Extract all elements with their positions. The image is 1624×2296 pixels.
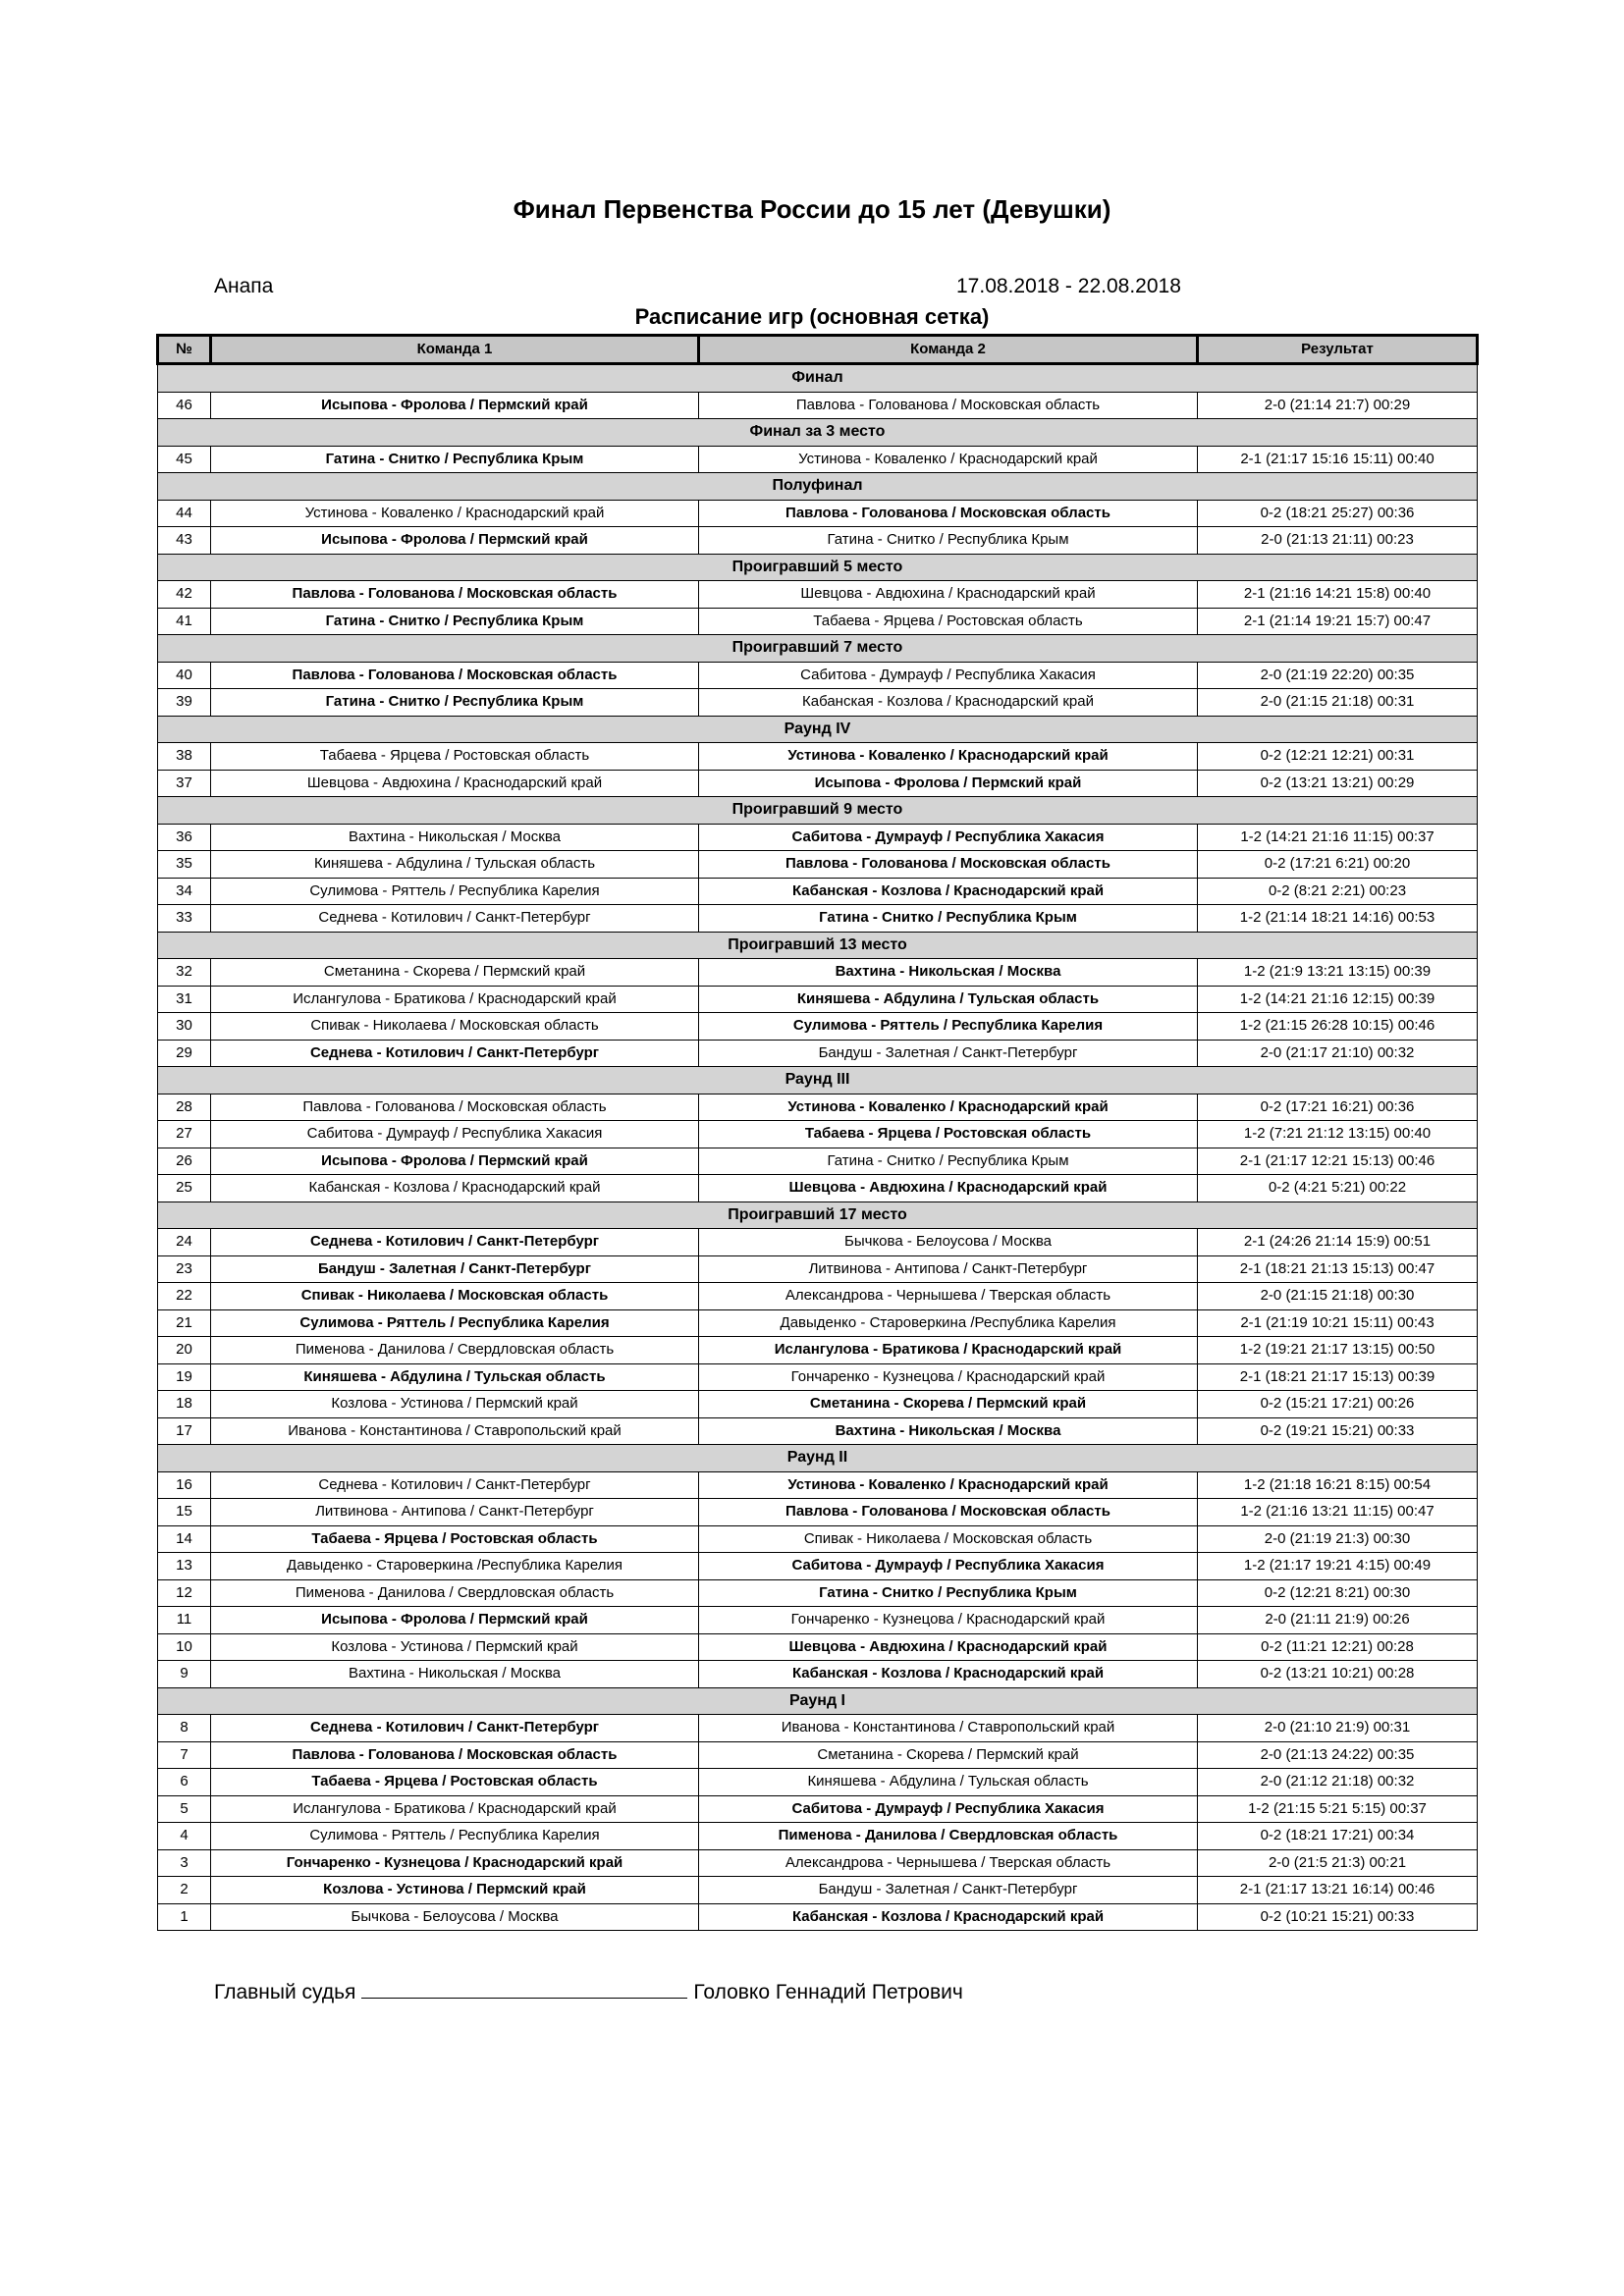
result-cell: 2-0 (21:15 21:18) 00:31 [1198,689,1478,717]
game-number: 25 [158,1175,211,1202]
team2-cell: Устинова - Коваленко / Краснодарский край [699,1471,1198,1499]
team2-cell: Сабитова - Думрауф / Республика Хакасия [699,1553,1198,1580]
team1-cell: Павлова - Голованова / Московская область [211,1741,699,1769]
game-row [158,1283,1478,1310]
team1-cell: Исыпова - Фролова / Пермский край [211,392,699,419]
game-number: 29 [158,1040,211,1067]
game-number: 28 [158,1094,211,1121]
team1-cell: Литвинова - Антипова / Санкт-Петербург [211,1499,699,1526]
game-row [158,824,1478,851]
result-cell: 0-2 (19:21 15:21) 00:33 [1198,1417,1478,1445]
team2-cell: Гончаренко - Кузнецова / Краснодарский край [699,1607,1198,1634]
team2-cell: Сметанина - Скорева / Пермский край [699,1391,1198,1418]
team2-cell: Павлова - Голованова / Московская область [699,500,1198,527]
stage-title: Финал [158,364,1478,393]
result-cell: 2-1 (24:26 21:14 15:9) 00:51 [1198,1229,1478,1256]
stage-title: Финал за 3 место [158,419,1478,447]
game-row [158,662,1478,689]
result-cell: 0-2 (13:21 10:21) 00:28 [1198,1661,1478,1688]
game-number: 24 [158,1229,211,1256]
game-row [158,1607,1478,1634]
stage-row [158,364,1478,393]
team1-cell: Пименова - Данилова / Свердловская область [211,1337,699,1364]
game-number: 11 [158,1607,211,1634]
stage-title: Полуфинал [158,473,1478,501]
stage-row [158,1067,1478,1095]
team1-cell: Шевцова - Авдюхина / Краснодарский край [211,770,699,797]
result-cell: 2-1 (21:17 12:21 15:13) 00:46 [1198,1148,1478,1175]
team1-cell: Иванова - Константинова / Ставропольский край [211,1417,699,1445]
game-row [158,1309,1478,1337]
team1-cell: Павлова - Голованова / Московская область [211,581,699,609]
game-row [158,1499,1478,1526]
result-cell: 0-2 (8:21 2:21) 00:23 [1198,878,1478,905]
game-row [158,878,1478,905]
game-number: 31 [158,986,211,1013]
game-row [158,1741,1478,1769]
team2-cell: Пименова - Данилова / Свердловская область [699,1823,1198,1850]
game-row [158,500,1478,527]
team1-cell: Исыпова - Фролова / Пермский край [211,1148,699,1175]
city-label: Анапа [214,275,274,297]
game-row [158,527,1478,555]
game-row [158,1633,1478,1661]
game-row [158,1363,1478,1391]
team1-cell: Сулимова - Ряттель / Республика Карелия [211,1823,699,1850]
team1-cell: Ислангулова - Братикова / Краснодарский край [211,1795,699,1823]
result-cell: 0-2 (10:21 15:21) 00:33 [1198,1903,1478,1931]
chief-judge-label: Главный судья [214,1981,356,2003]
game-row [158,581,1478,609]
result-cell: 2-1 (18:21 21:13 15:13) 00:47 [1198,1255,1478,1283]
stage-row [158,473,1478,501]
team1-cell: Бандуш - Залетная / Санкт-Петербург [211,1255,699,1283]
team1-cell: Кабанская - Козлова / Краснодарский край [211,1175,699,1202]
team1-cell: Исыпова - Фролова / Пермский край [211,527,699,555]
team1-cell: Давыденко - Староверкина /Республика Карелия [211,1553,699,1580]
game-row [158,986,1478,1013]
team1-cell: Спивак - Николаева / Московская область [211,1013,699,1041]
team2-cell: Сметанина - Скорева / Пермский край [699,1741,1198,1769]
team1-cell: Табаева - Ярцева / Ростовская область [211,1769,699,1796]
game-row [158,1094,1478,1121]
game-number: 45 [158,446,211,473]
result-cell: 2-1 (21:19 10:21 15:11) 00:43 [1198,1309,1478,1337]
team1-cell: Вахтина - Никольская / Москва [211,824,699,851]
team2-cell: Исыпова - Фролова / Пермский край [699,770,1198,797]
team2-cell: Александрова - Чернышева / Тверская область [699,1849,1198,1877]
game-row [158,608,1478,635]
result-cell: 2-1 (21:14 19:21 15:7) 00:47 [1198,608,1478,635]
game-row [158,1579,1478,1607]
schedule-subtitle: Расписание игр (основная сетка) [634,304,990,329]
team1-cell: Гатина - Снитко / Республика Крым [211,689,699,717]
game-row [158,1795,1478,1823]
game-row [158,905,1478,933]
team2-cell: Бандуш - Залетная / Санкт-Петербург [699,1877,1198,1904]
result-cell: 1-2 (14:21 21:16 11:15) 00:37 [1198,824,1478,851]
team2-cell: Киняшева - Абдулина / Тульская область [699,986,1198,1013]
result-cell: 2-0 (21:14 21:7) 00:29 [1198,392,1478,419]
team2-cell: Кабанская - Козлова / Краснодарский край [699,878,1198,905]
team1-cell: Гатина - Снитко / Республика Крым [211,446,699,473]
result-cell: 1-2 (21:15 26:28 10:15) 00:46 [1198,1013,1478,1041]
team2-cell: Кабанская - Козлова / Краснодарский край [699,1661,1198,1688]
stage-row [158,797,1478,825]
table-header-row [158,336,1478,364]
team1-cell: Ислангулова - Братикова / Краснодарский край [211,986,699,1013]
result-cell: 0-2 (12:21 8:21) 00:30 [1198,1579,1478,1607]
header-team2: Команда 2 [699,336,1198,364]
team1-cell: Седнева - Котилович / Санкт-Петербург [211,1471,699,1499]
stage-row [158,554,1478,581]
result-cell: 2-1 (18:21 21:17 15:13) 00:39 [1198,1363,1478,1391]
stage-title: Проигравший 13 место [158,932,1478,959]
game-number: 12 [158,1579,211,1607]
team2-cell: Давыденко - Староверкина /Республика Карелия [699,1309,1198,1337]
game-number: 38 [158,743,211,771]
team2-cell: Бандуш - Залетная / Санкт-Петербург [699,1040,1198,1067]
game-number: 13 [158,1553,211,1580]
team2-cell: Сабитова - Думрауф / Республика Хакасия [699,1795,1198,1823]
team2-cell: Кабанская - Козлова / Краснодарский край [699,689,1198,717]
team1-cell: Вахтина - Никольская / Москва [211,1661,699,1688]
game-number: 36 [158,824,211,851]
result-cell: 0-2 (13:21 13:21) 00:29 [1198,770,1478,797]
game-row [158,1715,1478,1742]
game-number: 10 [158,1633,211,1661]
team2-cell: Устинова - Коваленко / Краснодарский край [699,446,1198,473]
team1-cell: Устинова - Коваленко / Краснодарский край [211,500,699,527]
result-cell: 0-2 (12:21 12:21) 00:31 [1198,743,1478,771]
result-cell: 1-2 (7:21 21:12 13:15) 00:40 [1198,1121,1478,1148]
game-number: 33 [158,905,211,933]
stage-title: Раунд IV [158,716,1478,743]
team2-cell: Шевцова - Авдюхина / Краснодарский край [699,581,1198,609]
game-row [158,1040,1478,1067]
game-row [158,959,1478,987]
game-number: 43 [158,527,211,555]
game-number: 4 [158,1823,211,1850]
team1-cell: Седнева - Котилович / Санкт-Петербург [211,1229,699,1256]
team2-cell: Шевцова - Авдюхина / Краснодарский край [699,1175,1198,1202]
game-number: 26 [158,1148,211,1175]
date-range: 17.08.2018 - 22.08.2018 [956,275,1181,297]
game-row [158,1121,1478,1148]
result-cell: 1-2 (21:9 13:21 13:15) 00:39 [1198,959,1478,987]
header-result: Результат [1198,336,1478,364]
games-body [158,364,1478,1931]
chief-judge-name: Головко Геннадий Петрович [693,1981,963,2003]
result-cell: 0-2 (11:21 12:21) 00:28 [1198,1633,1478,1661]
team2-cell: Вахтина - Никольская / Москва [699,959,1198,987]
game-number: 30 [158,1013,211,1041]
stage-row [158,419,1478,447]
stage-row [158,1201,1478,1229]
game-row [158,1013,1478,1041]
result-cell: 0-2 (17:21 16:21) 00:36 [1198,1094,1478,1121]
game-row [158,689,1478,717]
team2-cell: Ислангулова - Братикова / Краснодарский край [699,1337,1198,1364]
stage-title: Проигравший 5 место [158,554,1478,581]
result-cell: 2-0 (21:13 21:11) 00:23 [1198,527,1478,555]
team1-cell: Сметанина - Скорева / Пермский край [211,959,699,987]
game-row [158,1229,1478,1256]
team1-cell: Пименова - Данилова / Свердловская область [211,1579,699,1607]
team2-cell: Гончаренко - Кузнецова / Краснодарский край [699,1363,1198,1391]
team1-cell: Киняшева - Абдулина / Тульская область [211,1363,699,1391]
team1-cell: Седнева - Котилович / Санкт-Петербург [211,1040,699,1067]
result-cell: 0-2 (18:21 25:27) 00:36 [1198,500,1478,527]
team2-cell: Александрова - Чернышева / Тверская область [699,1283,1198,1310]
team1-cell: Исыпова - Фролова / Пермский край [211,1607,699,1634]
team2-cell: Сабитова - Думрауф / Республика Хакасия [699,824,1198,851]
footer [214,1980,963,2004]
team2-cell: Табаева - Ярцева / Ростовская область [699,1121,1198,1148]
team1-cell: Павлова - Голованова / Московская область [211,1094,699,1121]
game-row [158,851,1478,879]
team1-cell: Сулимова - Ряттель / Республика Карелия [211,1309,699,1337]
game-number: 22 [158,1283,211,1310]
header-num: № [158,336,211,364]
game-number: 2 [158,1877,211,1904]
game-number: 19 [158,1363,211,1391]
result-cell: 1-2 (21:18 16:21 8:15) 00:54 [1198,1471,1478,1499]
team2-cell: Спивак - Николаева / Московская область [699,1525,1198,1553]
game-number: 15 [158,1499,211,1526]
game-number: 17 [158,1417,211,1445]
game-row [158,392,1478,419]
stage-title: Раунд I [158,1687,1478,1715]
result-cell: 2-0 (21:5 21:3) 00:21 [1198,1849,1478,1877]
result-cell: 0-2 (17:21 6:21) 00:20 [1198,851,1478,879]
game-number: 21 [158,1309,211,1337]
result-cell: 2-0 (21:11 21:9) 00:26 [1198,1607,1478,1634]
game-row [158,1849,1478,1877]
stage-row [158,635,1478,663]
team1-cell: Козлова - Устинова / Пермский край [211,1877,699,1904]
game-row [158,1903,1478,1931]
signature-line [361,1980,687,1999]
game-number: 35 [158,851,211,879]
team2-cell: Табаева - Ярцева / Ростовская область [699,608,1198,635]
game-row [158,1661,1478,1688]
header-team1: Команда 1 [211,336,699,364]
game-number: 6 [158,1769,211,1796]
team1-cell: Гончаренко - Кузнецова / Краснодарский край [211,1849,699,1877]
team2-cell: Павлова - Голованова / Московская область [699,392,1198,419]
result-cell: 2-0 (21:19 22:20) 00:35 [1198,662,1478,689]
game-number: 32 [158,959,211,987]
schedule-table [156,334,1479,1931]
team1-cell: Гатина - Снитко / Республика Крым [211,608,699,635]
game-row [158,770,1478,797]
team1-cell: Киняшева - Абдулина / Тульская область [211,851,699,879]
game-number: 27 [158,1121,211,1148]
result-cell: 1-2 (21:15 5:21 5:15) 00:37 [1198,1795,1478,1823]
game-number: 7 [158,1741,211,1769]
team2-cell: Вахтина - Никольская / Москва [699,1417,1198,1445]
result-cell: 1-2 (19:21 21:17 13:15) 00:50 [1198,1337,1478,1364]
team1-cell: Козлова - Устинова / Пермский край [211,1391,699,1418]
game-number: 8 [158,1715,211,1742]
team1-cell: Седнева - Котилович / Санкт-Петербург [211,1715,699,1742]
game-number: 9 [158,1661,211,1688]
stage-title: Проигравший 9 место [158,797,1478,825]
game-row [158,1417,1478,1445]
stage-title: Раунд III [158,1067,1478,1095]
game-number: 39 [158,689,211,717]
result-cell: 2-0 (21:10 21:9) 00:31 [1198,1715,1478,1742]
team2-cell: Иванова - Константинова / Ставропольский край [699,1715,1198,1742]
game-row [158,1471,1478,1499]
team2-cell: Сабитова - Думрауф / Республика Хакасия [699,662,1198,689]
game-row [158,1391,1478,1418]
team2-cell: Сулимова - Ряттель / Республика Карелия [699,1013,1198,1041]
team2-cell: Киняшева - Абдулина / Тульская область [699,1769,1198,1796]
result-cell: 2-1 (21:16 14:21 15:8) 00:40 [1198,581,1478,609]
game-number: 20 [158,1337,211,1364]
game-number: 23 [158,1255,211,1283]
game-row [158,1823,1478,1850]
result-cell: 1-2 (21:14 18:21 14:16) 00:53 [1198,905,1478,933]
result-cell: 2-1 (21:17 15:16 15:11) 00:40 [1198,446,1478,473]
team2-cell: Гатина - Снитко / Республика Крым [699,1579,1198,1607]
result-cell: 2-0 (21:17 21:10) 00:32 [1198,1040,1478,1067]
team2-cell: Гатина - Снитко / Республика Крым [699,905,1198,933]
game-number: 34 [158,878,211,905]
team1-cell: Сулимова - Ряттель / Республика Карелия [211,878,699,905]
game-row [158,1769,1478,1796]
team1-cell: Табаева - Ярцева / Ростовская область [211,1525,699,1553]
page-title: Финал Первенства России до 15 лет (Девушки) [513,194,1111,224]
game-number: 41 [158,608,211,635]
team2-cell: Устинова - Коваленко / Краснодарский край [699,743,1198,771]
stage-row [158,1687,1478,1715]
team1-cell: Козлова - Устинова / Пермский край [211,1633,699,1661]
result-cell: 2-0 (21:19 21:3) 00:30 [1198,1525,1478,1553]
game-number: 16 [158,1471,211,1499]
result-cell: 2-1 (21:17 13:21 16:14) 00:46 [1198,1877,1478,1904]
game-number: 46 [158,392,211,419]
stage-row [158,716,1478,743]
game-row [158,1255,1478,1283]
team1-cell: Спивак - Николаева / Московская область [211,1283,699,1310]
team2-cell: Бычкова - Белоусова / Москва [699,1229,1198,1256]
game-number: 5 [158,1795,211,1823]
game-number: 37 [158,770,211,797]
team2-cell: Шевцова - Авдюхина / Краснодарский край [699,1633,1198,1661]
team1-cell: Табаева - Ярцева / Ростовская область [211,743,699,771]
team2-cell: Гатина - Снитко / Республика Крым [699,1148,1198,1175]
stage-title: Проигравший 7 место [158,635,1478,663]
game-number: 1 [158,1903,211,1931]
game-row [158,1175,1478,1202]
team2-cell: Павлова - Голованова / Московская область [699,1499,1198,1526]
team2-cell: Кабанская - Козлова / Краснодарский край [699,1903,1198,1931]
result-cell: 1-2 (14:21 21:16 12:15) 00:39 [1198,986,1478,1013]
result-cell: 2-0 (21:15 21:18) 00:30 [1198,1283,1478,1310]
team2-cell: Павлова - Голованова / Московская область [699,851,1198,879]
team1-cell: Бычкова - Белоусова / Москва [211,1903,699,1931]
team1-cell: Седнева - Котилович / Санкт-Петербург [211,905,699,933]
stage-title: Раунд II [158,1445,1478,1472]
game-row [158,446,1478,473]
game-row [158,743,1478,771]
game-row [158,1525,1478,1553]
result-cell: 1-2 (21:16 13:21 11:15) 00:47 [1198,1499,1478,1526]
result-cell: 1-2 (21:17 19:21 4:15) 00:49 [1198,1553,1478,1580]
game-number: 44 [158,500,211,527]
game-row [158,1337,1478,1364]
team1-cell: Павлова - Голованова / Московская область [211,662,699,689]
game-number: 14 [158,1525,211,1553]
team2-cell: Гатина - Снитко / Республика Крым [699,527,1198,555]
game-number: 42 [158,581,211,609]
result-cell: 0-2 (4:21 5:21) 00:22 [1198,1175,1478,1202]
game-number: 18 [158,1391,211,1418]
game-row [158,1553,1478,1580]
team2-cell: Литвинова - Антипова / Санкт-Петербург [699,1255,1198,1283]
result-cell: 0-2 (18:21 17:21) 00:34 [1198,1823,1478,1850]
result-cell: 0-2 (15:21 17:21) 00:26 [1198,1391,1478,1418]
stage-title: Проигравший 17 место [158,1201,1478,1229]
result-cell: 2-0 (21:13 24:22) 00:35 [1198,1741,1478,1769]
game-number: 3 [158,1849,211,1877]
game-number: 40 [158,662,211,689]
stage-row [158,1445,1478,1472]
team1-cell: Сабитова - Думрауф / Республика Хакасия [211,1121,699,1148]
team2-cell: Устинова - Коваленко / Краснодарский край [699,1094,1198,1121]
result-cell: 2-0 (21:12 21:18) 00:32 [1198,1769,1478,1796]
game-row [158,1877,1478,1904]
game-row [158,1148,1478,1175]
stage-row [158,932,1478,959]
